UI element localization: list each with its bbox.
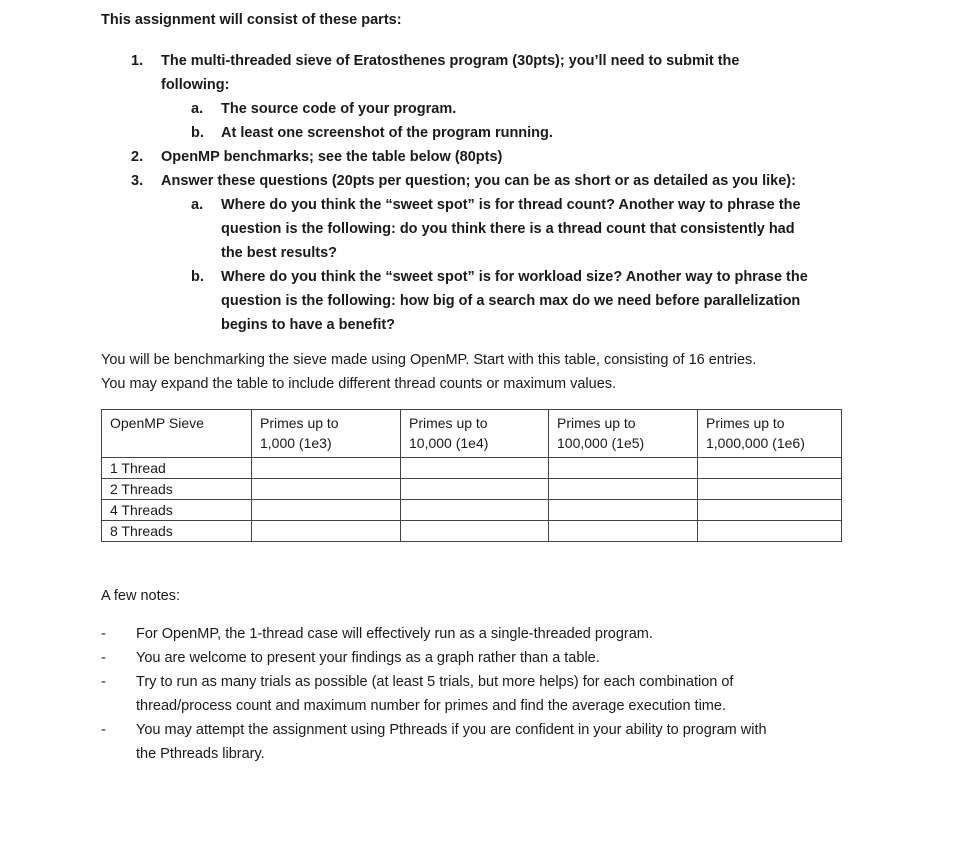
part-3b-line-3: begins to have a benefit? [221, 317, 396, 333]
column-header-label: Primes up to [260, 415, 339, 431]
column-header-label: Primes up to [409, 415, 488, 431]
column-header-label: Primes up to [557, 415, 636, 431]
row-label: 8 Threads [102, 521, 252, 542]
part-3a-line-3: the best results? [221, 245, 338, 261]
benchmark-intro [101, 348, 901, 396]
column-header-label: Primes up to [706, 415, 785, 431]
column-header-value: 10,000 (1e4) [409, 435, 489, 451]
table-cell [401, 500, 549, 521]
part-2-text: OpenMP benchmarks; see the table below (80pts) [161, 149, 503, 165]
part-1b-letter: b. [191, 125, 204, 141]
table-cell [401, 458, 549, 479]
part-2-number: 2. [131, 149, 144, 165]
part-3b-line-1: Where do you think the “sweet spot” is for workload size? Another way to phrase the [221, 269, 808, 285]
table-row [102, 479, 842, 500]
table-cell [252, 479, 401, 500]
part-1-number: 1. [131, 53, 144, 69]
table-corner-cell: OpenMP Sieve [102, 410, 252, 458]
table-row [102, 521, 842, 542]
table-row [102, 458, 842, 479]
part-1b-text: At least one screenshot of the program running. [221, 125, 553, 141]
benchmark-table [101, 409, 842, 542]
table-header-row [102, 410, 842, 458]
intro-line-1: You will be benchmarking the sieve made using OpenMP. Start with this table, consisting of 16 entries. [101, 352, 757, 368]
column-header-value: 1,000,000 (1e6) [706, 435, 805, 451]
part-3a-letter: a. [191, 197, 204, 213]
part-3a-line-2: question is the following: do you think there is a thread count that consistently had [221, 221, 795, 237]
intro-line-2: You may expand the table to include different thread counts or maximum values. [101, 376, 617, 392]
table-cell [698, 521, 842, 542]
table-cell [698, 500, 842, 521]
column-header-1e6 [698, 410, 842, 458]
table-cell [549, 521, 698, 542]
part-1-text: The multi-threaded sieve of Eratosthenes program (30pts); you’ll need to submit the [161, 53, 740, 69]
row-label: 4 Threads [102, 500, 252, 521]
note-dash: - [101, 626, 106, 642]
note-dash: - [101, 722, 106, 738]
row-label: 1 Thread [102, 458, 252, 479]
part-1a-letter: a. [191, 101, 204, 117]
column-header-value: 1,000 (1e3) [260, 435, 332, 451]
table-cell [252, 521, 401, 542]
column-header-1e3 [252, 410, 401, 458]
table-cell [549, 458, 698, 479]
column-header-value: 100,000 (1e5) [557, 435, 645, 451]
table-cell [698, 458, 842, 479]
part-3-number: 3. [131, 173, 144, 189]
notes-title: A few notes: [101, 588, 180, 604]
part-1-text-cont: following: [161, 77, 230, 93]
part-3b-letter: b. [191, 269, 204, 285]
note-text: You are welcome to present your findings as a graph rather than a table. [136, 650, 600, 666]
part-3a-line-1: Where do you think the “sweet spot” is for thread count? Another way to phrase the [221, 197, 801, 213]
part-3b-line-2: question is the following: how big of a search max do we need before parallelization [221, 293, 801, 309]
table-cell [401, 479, 549, 500]
table-cell [549, 479, 698, 500]
note-text: thread/process count and maximum number for primes and find the average execution time. [136, 698, 726, 714]
note-dash: - [101, 674, 106, 690]
part-1a-text: The source code of your program. [221, 101, 457, 117]
table-cell [252, 500, 401, 521]
note-text: You may attempt the assignment using Pthreads if you are confident in your ability to program with [136, 722, 767, 738]
table-cell [549, 500, 698, 521]
note-text: the Pthreads library. [136, 746, 265, 762]
table-row [102, 500, 842, 521]
table-cell [698, 479, 842, 500]
column-header-1e5 [549, 410, 698, 458]
part-3-text: Answer these questions (20pts per question; you can be as short or as detailed as you like): [161, 173, 796, 189]
note-text: For OpenMP, the 1-thread case will effectively run as a single-threaded program. [136, 626, 653, 642]
table-cell [252, 458, 401, 479]
table-cell [401, 521, 549, 542]
assignment-heading: This assignment will consist of these parts: [101, 12, 402, 28]
column-header-1e4 [401, 410, 549, 458]
row-label: 2 Threads [102, 479, 252, 500]
note-text: Try to run as many trials as possible (at least 5 trials, but more helps) for each combination of [136, 674, 734, 690]
note-dash: - [101, 650, 106, 666]
